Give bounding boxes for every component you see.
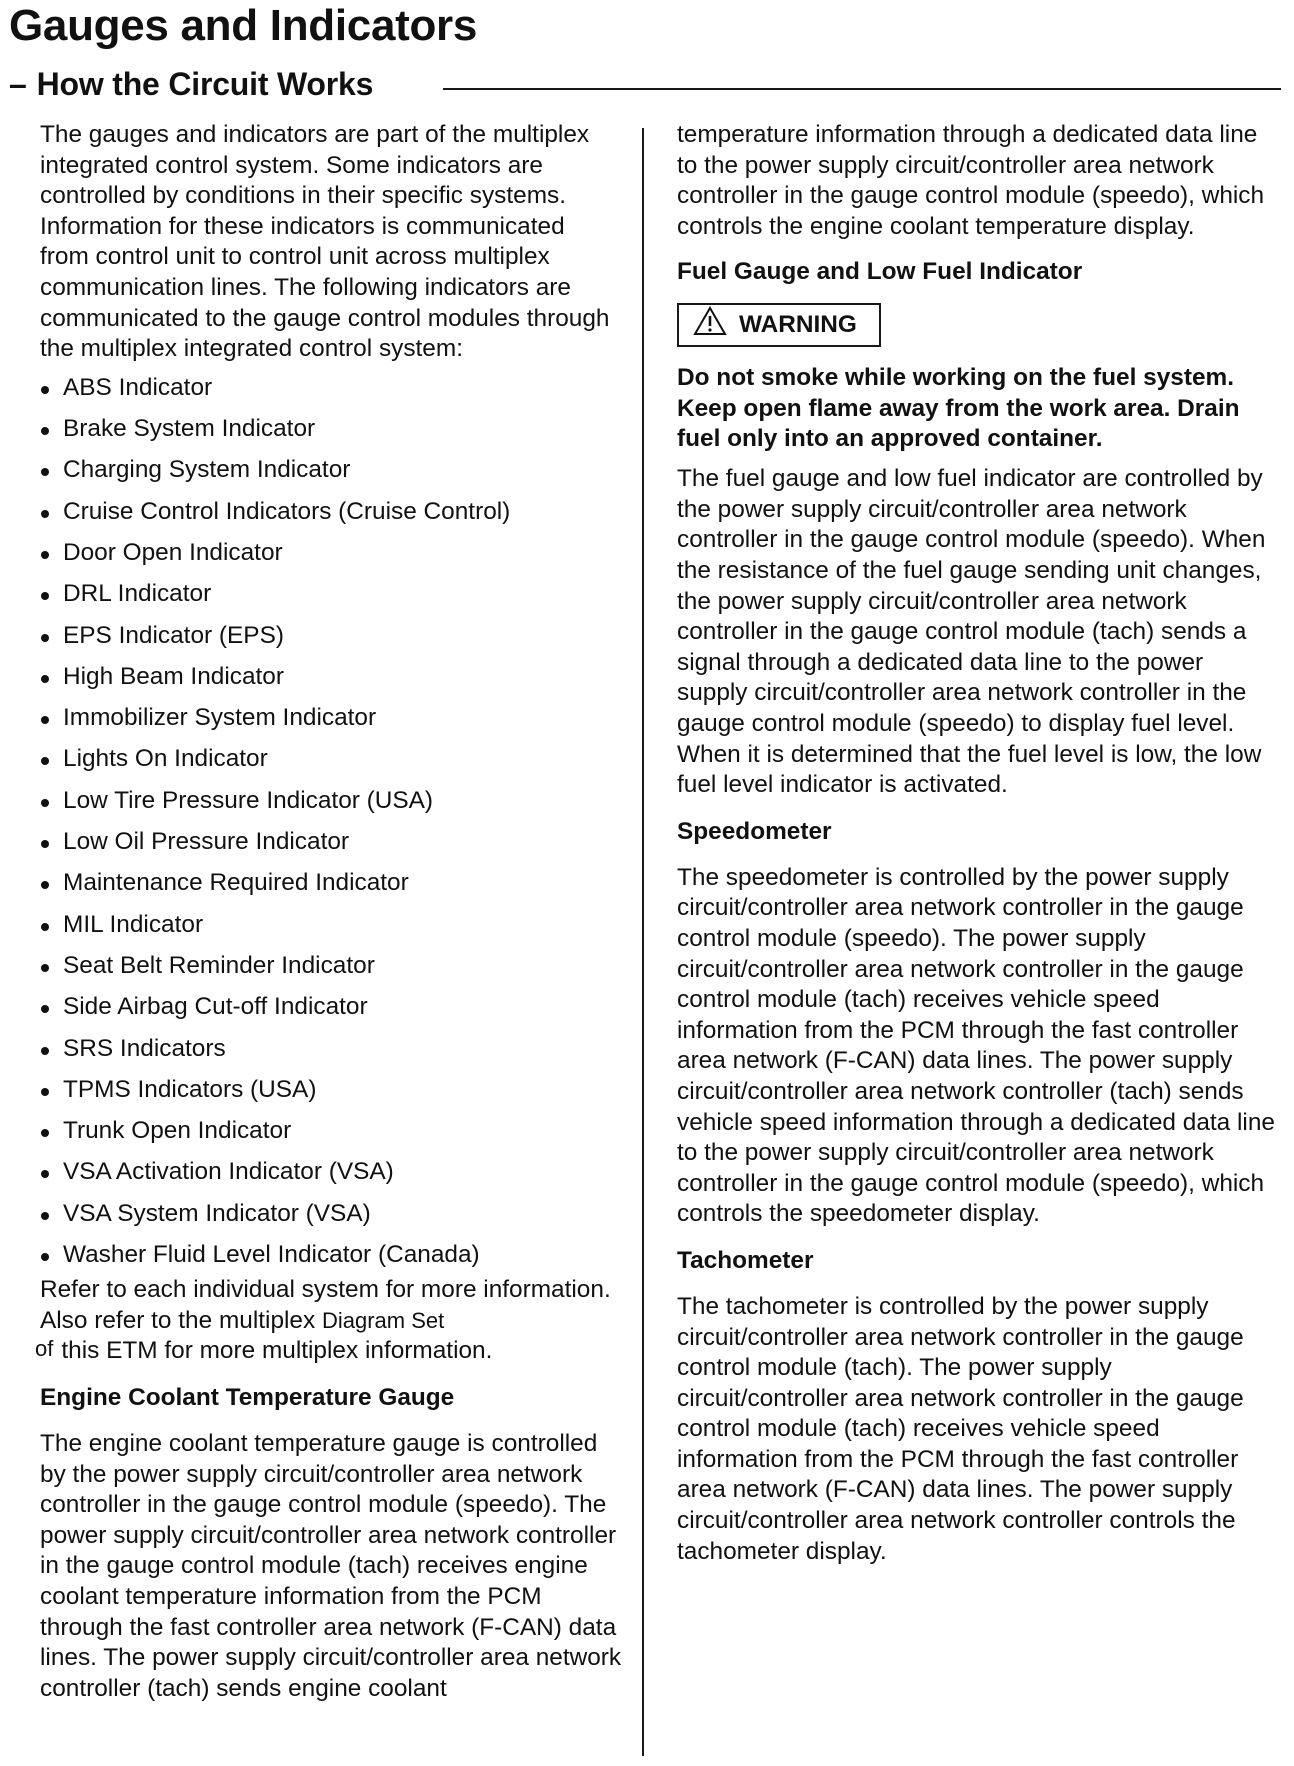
bullet-icon bbox=[41, 1088, 49, 1096]
warning-triangle-icon bbox=[693, 306, 739, 345]
indicator-label: Brake System Indicator bbox=[63, 415, 316, 443]
indicator-label: EPS Indicator (EPS) bbox=[63, 621, 284, 649]
bullet-icon bbox=[41, 1170, 49, 1178]
indicator-label: Trunk Open Indicator bbox=[63, 1117, 292, 1145]
intro-paragraph: The gauges and indicators are part of the multiplex integrated control system. Some indicators are controlled by conditions in their specific systems. Information for these indicators is communicated from control unit to control unit across multiplex communication lines. The following indicators are communicated to the gauge control modules through the multiplex integrated control system: bbox=[40, 121, 610, 363]
bullet-icon bbox=[41, 592, 49, 600]
indicator-list-item bbox=[40, 786, 630, 827]
refer-paragraph bbox=[35, 1275, 630, 1367]
bullet-icon bbox=[41, 757, 49, 765]
bullet-icon bbox=[41, 468, 49, 476]
indicator-label: TPMS Indicators (USA) bbox=[63, 1075, 317, 1103]
section-dash: – bbox=[9, 66, 27, 102]
column-divider bbox=[642, 128, 644, 1756]
bullet-icon bbox=[41, 881, 49, 889]
indicator-label: MIL Indicator bbox=[63, 910, 204, 938]
indicator-label: VSA Activation Indicator (VSA) bbox=[63, 1158, 394, 1186]
indicator-label: Low Oil Pressure Indicator bbox=[63, 828, 350, 856]
indicator-list-item bbox=[40, 579, 630, 620]
refer-of-text: of bbox=[35, 1336, 54, 1362]
bullet-icon bbox=[41, 634, 49, 642]
warning-label: WARNING bbox=[739, 311, 857, 339]
bullet-icon bbox=[41, 1005, 49, 1013]
bullet-icon bbox=[41, 1047, 49, 1055]
bullet-icon bbox=[41, 923, 49, 931]
bullet-icon bbox=[41, 510, 49, 518]
bullet-icon bbox=[41, 675, 49, 683]
indicator-list bbox=[40, 373, 630, 1282]
indicator-list-item bbox=[40, 621, 630, 662]
indicator-label: Immobilizer System Indicator bbox=[63, 704, 377, 732]
refer-text-1: Refer to each individual system for more information. Also refer to the multiplex bbox=[40, 1276, 611, 1334]
speedometer-body: The speedometer is controlled by the power supply circuit/controller area network controller in the gauge control module (speedo). The power supply circuit/controller area network controller in the gauge control module (tach) receives vehicle speed information from the PCM through the fast controller area network (F-CAN) data lines. The power supply circuit/controller area network controller (tach) sends vehicle speed information through a dedicated data line to the power supply circuit/controller area network controller in the gauge control module (speedo), which controls the speedometer display. bbox=[677, 863, 1275, 1228]
indicator-label: Lights On Indicator bbox=[63, 745, 268, 773]
indicator-list-item bbox=[40, 703, 630, 744]
indicator-list-item bbox=[40, 1157, 630, 1198]
indicator-label: Cruise Control Indicators (Cruise Control) bbox=[63, 497, 511, 525]
left-column bbox=[35, 120, 630, 1704]
tachometer-heading: Tachometer bbox=[677, 1246, 814, 1274]
coolant-gauge-continued: temperature information through a dedicated data line to the power supply circuit/controller area network controller in the gauge control module (speedo), which controls the engine coolant temperature display. bbox=[677, 121, 1265, 240]
indicator-label: Side Airbag Cut-off Indicator bbox=[63, 993, 368, 1021]
fuel-gauge-heading: Fuel Gauge and Low Fuel Indicator bbox=[677, 258, 1083, 286]
indicator-label: Maintenance Required Indicator bbox=[63, 869, 409, 897]
indicator-label: ABS Indicator bbox=[63, 373, 213, 401]
indicator-list-item bbox=[40, 1116, 630, 1157]
bullet-icon bbox=[41, 1129, 49, 1137]
indicator-label: Seat Belt Reminder Indicator bbox=[63, 951, 375, 979]
bullet-icon bbox=[41, 1212, 49, 1220]
indicator-list-item bbox=[40, 744, 630, 785]
page-title: Gauges and Indicators bbox=[9, 1, 478, 50]
right-column bbox=[677, 120, 1277, 1567]
indicator-label: Washer Fluid Level Indicator (Canada) bbox=[63, 1240, 480, 1268]
refer-text-2: this ETM for more multiplex information. bbox=[61, 1337, 493, 1365]
coolant-gauge-heading: Engine Coolant Temperature Gauge bbox=[40, 1384, 455, 1412]
indicator-label: High Beam Indicator bbox=[63, 662, 284, 690]
indicator-label: Low Tire Pressure Indicator (USA) bbox=[63, 786, 434, 814]
indicator-list-item bbox=[40, 1199, 630, 1240]
diagram-set-text: Diagram Set bbox=[321, 1307, 445, 1333]
indicator-label: SRS Indicators bbox=[63, 1034, 226, 1062]
speedometer-heading: Speedometer bbox=[677, 817, 832, 845]
indicator-list-item bbox=[40, 827, 630, 868]
indicator-list-item bbox=[40, 662, 630, 703]
fuel-gauge-body: The fuel gauge and low fuel indicator are controlled by the power supply circuit/controller area network controller in the gauge control module (speedo). When the resistance of the fuel gauge sending unit changes, the power supply circuit/controller area network controller in the gauge control module (tach) sends a signal through a dedicated data line to the power supply circuit/controller area network controller in the gauge control module (speedo) to display fuel level. When it is determined that the fuel level is low, the low fuel level indicator is activated. bbox=[677, 465, 1266, 799]
coolant-gauge-body: The engine coolant temperature gauge is controlled by the power supply circuit/controller area network controller in the gauge control module (speedo). The power supply circuit/controller area network controller in the gauge control module (tach) receives engine coolant temperature information from the PCM through the fast controller area network (F-CAN) data lines. The power supply circuit/controller area network controller (tach) sends engine coolant bbox=[40, 1430, 622, 1702]
indicator-list-item bbox=[40, 538, 630, 579]
section-title-text: How the Circuit Works bbox=[36, 66, 374, 102]
warning-box bbox=[677, 303, 881, 347]
indicator-list-item bbox=[40, 910, 630, 951]
indicator-list-item bbox=[40, 497, 630, 538]
indicator-label: DRL Indicator bbox=[63, 580, 212, 608]
bullet-icon bbox=[41, 551, 49, 559]
bullet-icon bbox=[41, 427, 49, 435]
indicator-list-item bbox=[40, 992, 630, 1033]
indicator-label: Charging System Indicator bbox=[63, 456, 351, 484]
indicator-list-item bbox=[40, 455, 630, 496]
indicator-label: VSA System Indicator (VSA) bbox=[63, 1199, 371, 1227]
section-header bbox=[9, 62, 1281, 106]
section-title bbox=[9, 62, 373, 106]
indicator-list-item bbox=[40, 1075, 630, 1116]
bullet-icon bbox=[41, 1253, 49, 1261]
bullet-icon bbox=[41, 386, 49, 394]
indicator-label: Door Open Indicator bbox=[63, 538, 283, 566]
warning-text: Do not smoke while working on the fuel system. Keep open flame away from the work area. Drain fuel only into an approved container. bbox=[677, 364, 1240, 452]
bullet-icon bbox=[41, 964, 49, 972]
bullet-icon bbox=[41, 840, 49, 848]
indicator-list-item bbox=[40, 868, 630, 909]
header-rule bbox=[443, 88, 1281, 90]
indicator-list-item bbox=[40, 414, 630, 455]
indicator-list-item bbox=[40, 1034, 630, 1075]
tachometer-body: The tachometer is controlled by the power supply circuit/controller area network controller in the gauge control module (tach). The power supply circuit/controller area network controller in the gauge control module (tach) receives vehicle speed information from the PCM through the fast controller area network (F-CAN) data lines. The power supply circuit/controller area network controller controls the tachometer display. bbox=[677, 1292, 1244, 1565]
bullet-icon bbox=[41, 799, 49, 807]
indicator-list-item bbox=[40, 373, 630, 414]
bullet-icon bbox=[41, 716, 49, 724]
indicator-list-item bbox=[40, 1240, 630, 1281]
indicator-list-item bbox=[40, 951, 630, 992]
